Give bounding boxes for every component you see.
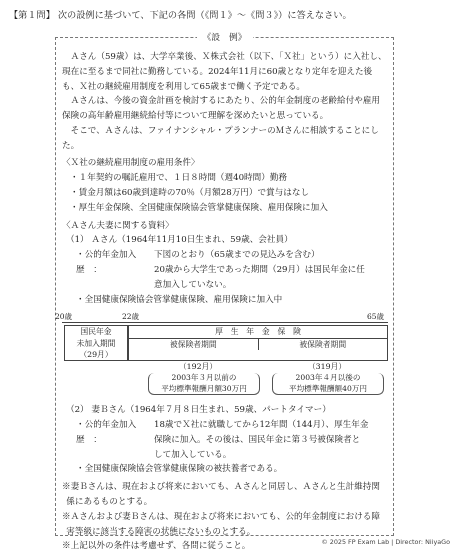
a-insurance: ・全国健康保険協会管掌健康保険、雇用保険に加入中 — [76, 294, 283, 305]
intro-paragraph-3: そこで、Ａさんは、ファイナンシャル・プランナーのＭさんに相談することにした。 — [62, 125, 379, 151]
note-2: ※Ａさんおよび妻Ｂさんは、現在および将来においても、公的年金制度における障害等級に該当する障害の状態にないものとする。 — [62, 511, 380, 537]
condition-item: ・賃金月額は60歳到達時の70％（月額28万円）で賞与はなし — [70, 188, 310, 199]
age-65: 65歳 — [367, 312, 385, 322]
b-insurance: ・全国健康保険協会管掌健康保険の被扶養者である。 — [76, 464, 283, 475]
paren-before-2003: 2003年３月以前の 平均標準報酬月額30万円 — [148, 373, 260, 395]
a-pension-line: 意加入していない。 — [154, 279, 232, 290]
timeline-axis — [62, 322, 388, 323]
months-319: （319月） — [307, 362, 347, 372]
condition-item: ・１年契約の嘱託雇用で、１日８時間（週40時間）勤務 — [70, 173, 288, 184]
b-pension-line: して加入している。 — [154, 449, 232, 460]
paren-after-2003: 2003年４月以後の 平均標準報酬額40万円 — [272, 373, 384, 395]
question-header: 【第１問】 次の設例に基づいて、下記の各問（《問１》～《問３》）に答えなさい。 — [9, 10, 352, 21]
copyright-footer: © 2025 FP Exam Lab | Director: NiiyaGo — [321, 537, 450, 546]
a-pension-label: ・公的年金加入歴 ： — [76, 250, 137, 275]
condition-item: ・厚生年金保険、全国健康保険協会管掌健康保険、雇用保険に加入 — [70, 202, 328, 213]
kosei-cell: 厚 生 年 金 保 険 被保険者期間 被保険者期間 — [128, 325, 388, 361]
b-pension-line: 18歳でＸ社に就職してから12年間（144月）、厚生年金 — [154, 420, 369, 431]
note-1: ※妻Ｂさんは、現在および将来においても、Ａさんと同居し、Ａさんと生計維持関係にあるものとする。 — [62, 482, 380, 507]
family-title: 〈Ａさん夫妻に関する資料〉 — [62, 220, 174, 231]
conditions-title: 〈Ｘ社の継続雇用制度の雇用条件〉 — [62, 158, 200, 169]
pension-timeline — [55, 311, 388, 393]
case-content — [55, 50, 388, 554]
b-pension-line: 保険に加入。その後は、国民年金に第３号被保険者と — [154, 434, 361, 445]
a-pension-line: 20歳から大学生であった期間（29月）は国民年金に任 — [154, 264, 365, 275]
age-22: 22歳 — [122, 312, 140, 322]
age-20: 20歳 — [55, 312, 73, 322]
box-title: 《設 例》 — [56, 31, 393, 46]
intro-paragraph-2: Ａさんは、今後の資金計画を検討するにあたり、公的年金制度の老齢給付や雇用保険の高年齢雇用継続給付等について理解を深めたいと思っている。 — [62, 96, 380, 122]
b-pension-label: ・公的年金加入歴 ： — [76, 420, 137, 445]
national-pension-cell: 国民年金 未加入期間 （29月） — [64, 325, 128, 361]
note-3: ※上記以外の条件は考慮せず、各問に従うこと。 — [62, 541, 251, 552]
intro-paragraph-1: Ａさん（59歳）は、大学卒業後、Ｘ株式会社（以下、「Ｘ社」という）に入社し、現在に至るまで同社に勤務している。2024年11月に60歳となり定年を迎えた後も、Ｘ社の継続雇用制度を利用して65歳まで働く予定である。 — [62, 52, 387, 92]
a-heading: （1） Ａさん（1964年11月10日生まれ、59歳、会社員） — [66, 235, 293, 246]
a-pension-line: 下図のとおり（65歳までの見込みを含む） — [154, 250, 320, 261]
months-192: （192月） — [178, 362, 218, 372]
b-heading: （2） 妻Ｂさん（1964年７月８日生まれ、59歳、パートタイマー） — [66, 405, 331, 416]
